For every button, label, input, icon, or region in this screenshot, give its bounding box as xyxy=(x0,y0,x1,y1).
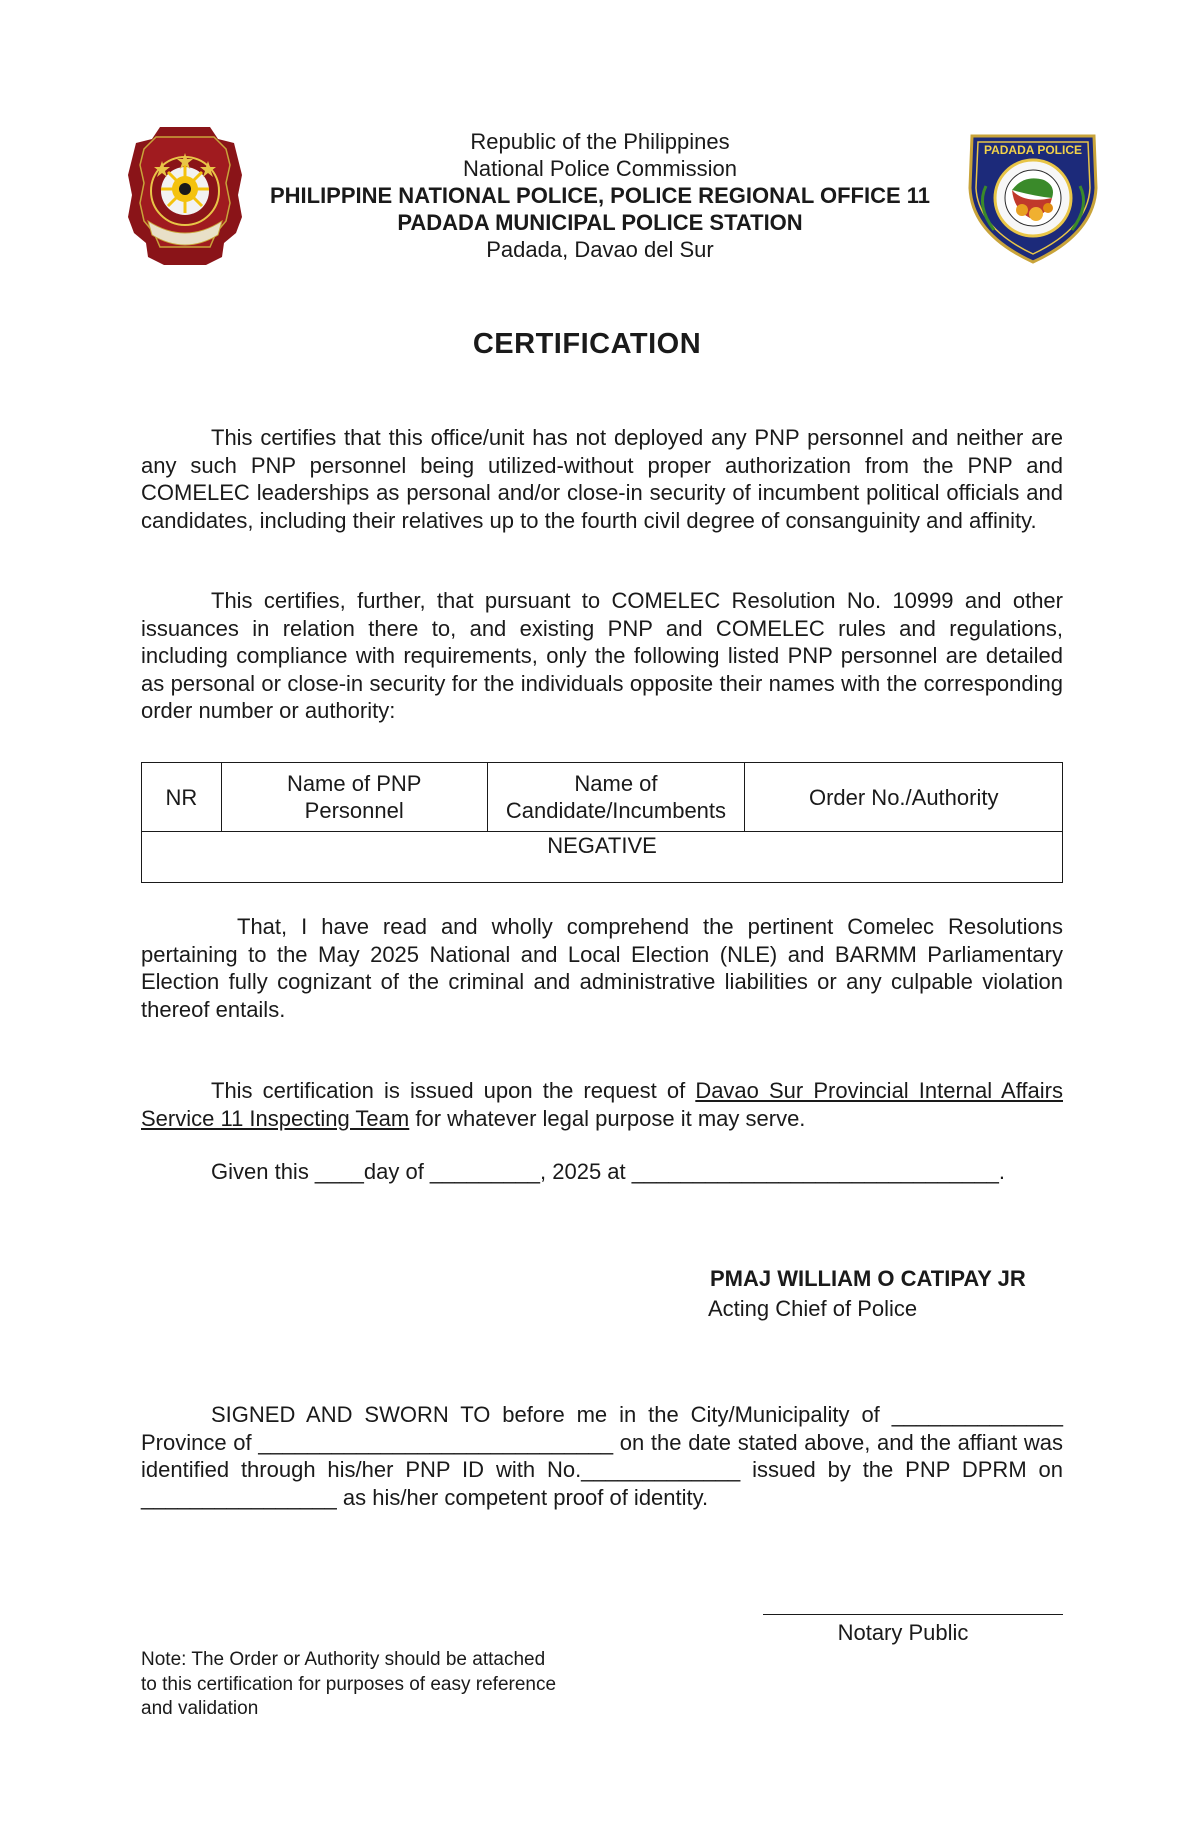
signed-and-sworn-paragraph: SIGNED AND SWORN TO before me in the City/Municipality of ______________ Province of _____________________________ on the date stated above, and the affiant was identified through his/her PNP ID with No._____________ issued by the PNP DPRM on ________________ as his/her competent proof of identity. xyxy=(141,1402,1063,1510)
note-line-1: Note: The Order or Authority should be attached xyxy=(141,1649,546,1670)
personnel-table xyxy=(141,762,1063,883)
note-line-3: and validation xyxy=(141,1698,259,1719)
attachment-note xyxy=(141,1648,641,1722)
header-napolcom: National Police Commission xyxy=(463,156,737,181)
request-text-after: for whatever legal purpose it may serve. xyxy=(409,1105,806,1131)
header-location: Padada, Davao del Sur xyxy=(486,237,714,262)
header-pnp-regional-office: PHILIPPINE NATIONAL POLICE, POLICE REGIONAL OFFICE 11 xyxy=(269,183,931,208)
request-text-before: This certification is issued upon the request of xyxy=(211,1078,696,1103)
given-this-line: Given this ____day of _________, 2025 at ______________________________. xyxy=(211,1159,1005,1184)
notary-public-label: Notary Public xyxy=(837,1620,969,1645)
col-candidate-line2: Candidate/Incumbents xyxy=(505,798,727,823)
col-candidate-line1: Name of xyxy=(574,771,658,796)
document-title: CERTIFICATION xyxy=(472,328,702,360)
header-station-name: PADADA MUNICIPAL POLICE STATION xyxy=(397,210,803,235)
note-line-2: to this certification for purposes of easy reference xyxy=(141,1673,557,1695)
certification-paragraph-1: This certifies that this office/unit has not deployed any PNP personnel and neither are any such PNP personnel being utilized-without proper authorization from the PNP and COMELEC leaderships as personal and/or close-in security of incumbent political officials and candidates, including their relatives up to the fourth civil degree of consanguinity and affinity. xyxy=(141,425,1063,533)
col-nr: NR xyxy=(142,763,222,832)
badge-text: PADADA POLICE xyxy=(983,143,1083,157)
pnp-seal-icon xyxy=(126,125,244,267)
letterhead xyxy=(230,128,970,263)
certification-paragraph-2: This certifies, further, that pursuant to COMELEC Resolution No. 10999 and other issuances in relation there to, and existing PNP and COMELEC rules and regulations, including compliance with requirements, only the following listed PNP personnel are detailed as personal or close-in security for the individuals opposite their names with the corresponding order number or authority: xyxy=(141,588,1063,723)
table-negative-cell: NEGATIVE xyxy=(142,832,1063,883)
table-header-row xyxy=(142,763,1063,832)
col-candidate xyxy=(487,763,745,832)
signatory-title: Acting Chief of Police xyxy=(708,1296,918,1321)
col-order-authority: Order No./Authority xyxy=(745,763,1063,832)
padada-police-badge-icon xyxy=(964,126,1102,264)
col-pnp-personnel xyxy=(221,763,487,832)
certification-paragraph-3: That, I have read and wholly comprehend the pertinent Comelec Resolutions pertaining to the May 2025 National and Local Election (NLE) and BARMM Parliamentary Election fully cognizant of the criminal and administrative liabilities or any culpable violation thereof entails. xyxy=(141,914,1063,1022)
signatory-name: PMAJ WILLIAM O CATIPAY JR xyxy=(710,1266,1026,1291)
header-republic: Republic of the Philippines xyxy=(470,129,730,154)
col-pnp-personnel-line2: Personnel xyxy=(304,798,404,823)
requesting-party: Davao Sur Provincial Internal Affairs Service 11 Inspecting Team xyxy=(141,1078,1063,1131)
table-row xyxy=(142,832,1063,883)
notary-signature-line xyxy=(763,1614,1063,1615)
certification-paragraph-4 xyxy=(141,1077,1063,1132)
col-pnp-personnel-line1: Name of PNP xyxy=(286,771,422,796)
